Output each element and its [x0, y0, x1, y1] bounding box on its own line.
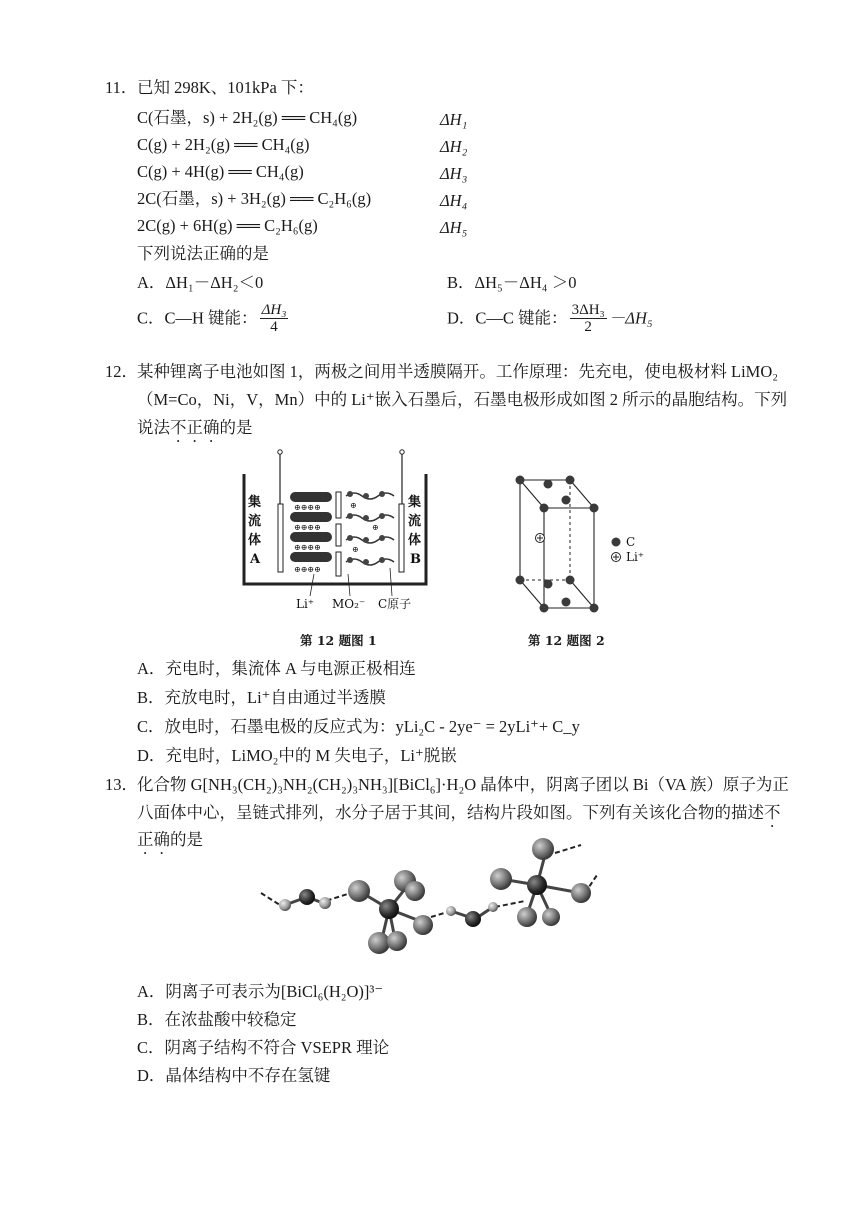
- q13-emphasis-2: 正确: [137, 830, 170, 849]
- q11-option-c-fraction: [260, 302, 289, 335]
- q13-line-3: [137, 830, 203, 858]
- q13-line-2-text: 八面体中心，呈链式排列，水分子居于其间，结构片段如图。下列有关该化合物的描述: [137, 803, 764, 822]
- collector-b-label-2: 流: [408, 514, 422, 529]
- q12-option-a[interactable]: A．充电时，集流体 A 与电源正极相连: [137, 659, 416, 678]
- q11-equation-5: 2C(g) + 6H(g) ══ C₂H₆(g): [137, 216, 318, 235]
- legend-li-ion: Li⁺: [296, 597, 315, 611]
- collector-a-label-2: 流: [248, 514, 262, 529]
- q11-option-c[interactable]: [137, 302, 290, 335]
- li-ion-markers-right: [350, 501, 379, 554]
- q13-option-c[interactable]: C．阴离子结构不符合 VSEPR 理论: [137, 1038, 390, 1057]
- svg-text:⊕⊕⊕⊕: ⊕⊕⊕⊕: [294, 565, 321, 574]
- q11-dh-5: ΔH₅: [440, 218, 468, 237]
- q11-number: 11．: [105, 78, 138, 97]
- q13-option-a[interactable]: A．阴离子可表示为[BiCl₆(H₂O)]³⁻: [137, 982, 384, 1001]
- q11-equation-1: C(石墨，s) + 2H₂(g) ══ CH₄(g): [137, 108, 358, 127]
- q12-option-c[interactable]: C．放电时，石墨电极的反应式为：yLi₂C - 2ye⁻ = 2yLi⁺+ C_y: [137, 717, 580, 736]
- q11-option-d-fraction: [570, 302, 607, 335]
- q12-figure-1-battery: [240, 448, 440, 618]
- q12-figure-1-caption: 第 12 题图 1: [300, 633, 377, 648]
- q11-option-c-label: C．C—H 键能：: [137, 308, 258, 328]
- q13-emphasis-1: 不: [764, 803, 781, 822]
- svg-text:⊕⊕⊕⊕: ⊕⊕⊕⊕: [294, 523, 321, 532]
- legend-carbon-dot: [612, 538, 621, 547]
- q11-equation-3: C(g) + 4H(g) ══ CH₄(g): [137, 162, 304, 181]
- collector-a-label-4: A: [250, 552, 261, 567]
- q13-option-d[interactable]: D．晶体结构中不存在氢键: [137, 1066, 331, 1085]
- q11-dh-1: ΔH₁: [440, 110, 468, 129]
- q11-question: 下列说法正确的是: [137, 244, 269, 263]
- legend-carbon-text: C: [626, 535, 636, 549]
- q13-line-2: [137, 803, 781, 831]
- collector-a-label-3: 体: [248, 533, 262, 548]
- q12-line-3-post: 的是: [219, 418, 253, 437]
- legend-li-text: Li⁺: [626, 550, 645, 564]
- legend-mo2: MO₂⁻: [332, 597, 366, 611]
- q12-option-b[interactable]: B．充放电时，Li⁺自由通过半透膜: [137, 688, 386, 707]
- q13-line-1: 化合物 G[NH₃(CH₂)₃NH₂(CH₂)₃NH₃][BiCl₆]·H₂O 晶体中，阴离子团以 Bi（VA 族）原子为正: [137, 775, 789, 794]
- collector-a-label-1: 集: [248, 495, 262, 510]
- fraction-denominator: 4: [270, 319, 278, 335]
- legend-carbon-atom: C原子: [378, 597, 412, 611]
- q11-equation-4: 2C(石墨，s) + 3H₂(g) ══ C₂H₆(g): [137, 189, 372, 208]
- q12-figure-2-unit-cell: [508, 470, 668, 620]
- q11-option-a[interactable]: A．ΔH₁－ΔH₂＜0: [137, 273, 264, 292]
- carbon-atoms: [516, 476, 599, 613]
- q11-option-b[interactable]: B．ΔH₅－ΔH₄ ＞0: [447, 273, 577, 292]
- svg-text:⊕: ⊕: [352, 545, 359, 554]
- q11-equation-2: C(g) + 2H₂(g) ══ CH₄(g): [137, 135, 310, 154]
- svg-text:⊕⊕⊕⊕: ⊕⊕⊕⊕: [294, 503, 321, 512]
- svg-text:⊕⊕⊕⊕: ⊕⊕⊕⊕: [294, 543, 321, 552]
- q11-dh-4: ΔH₄: [440, 191, 468, 210]
- fraction-numerator: ΔH₃: [261, 302, 287, 318]
- q12-number: 12．: [105, 362, 138, 381]
- q11-option-d[interactable]: [447, 302, 653, 335]
- fraction-numerator: 3ΔH₃: [571, 302, 605, 318]
- svg-text:⊕: ⊕: [372, 523, 379, 532]
- q12-line-1: 某种锂离子电池如图 1，两极之间用半透膜隔开。工作原理：先充电，使电极材料 LiMO₂: [137, 362, 779, 381]
- q13-number: 13．: [105, 775, 138, 794]
- li-ion-atom: [536, 534, 545, 543]
- q12-emphasis: 不正确: [170, 418, 220, 437]
- q12-option-d[interactable]: D．充电时，LiMO₂中的 M 失电子，Li⁺脱嵌: [137, 746, 457, 765]
- svg-text:⊕: ⊕: [350, 501, 357, 510]
- collector-b-label-1: 集: [408, 495, 422, 510]
- q12-line-3: [137, 418, 253, 446]
- fraction-denominator: 2: [584, 319, 592, 335]
- collector-b-label-4: B: [410, 552, 421, 567]
- q11-dh-2: ΔH₂: [440, 137, 468, 156]
- q12-line-3-pre: 说法: [137, 418, 170, 437]
- q13-line-3-post: 的是: [170, 830, 203, 849]
- q13-option-b[interactable]: B．在浓盐酸中较稳定: [137, 1010, 297, 1029]
- collector-b-label-3: 体: [408, 533, 422, 548]
- q11-stem: 已知 298K、101kPa 下：: [137, 78, 314, 97]
- q11-option-d-tail: －ΔH₅: [608, 308, 653, 328]
- q11-option-d-label: D．C—C 键能：: [447, 308, 568, 328]
- q11-dh-3: ΔH₃: [440, 164, 468, 183]
- q12-line-2: （M=Co，Ni，V，Mn）中的 Li⁺嵌入石墨后，石墨电极形成如图 2 所示的晶胞结构。下列: [137, 390, 788, 409]
- q13-structure-figure: [255, 835, 615, 970]
- q12-figure-2-caption: 第 12 题图 2: [528, 633, 605, 648]
